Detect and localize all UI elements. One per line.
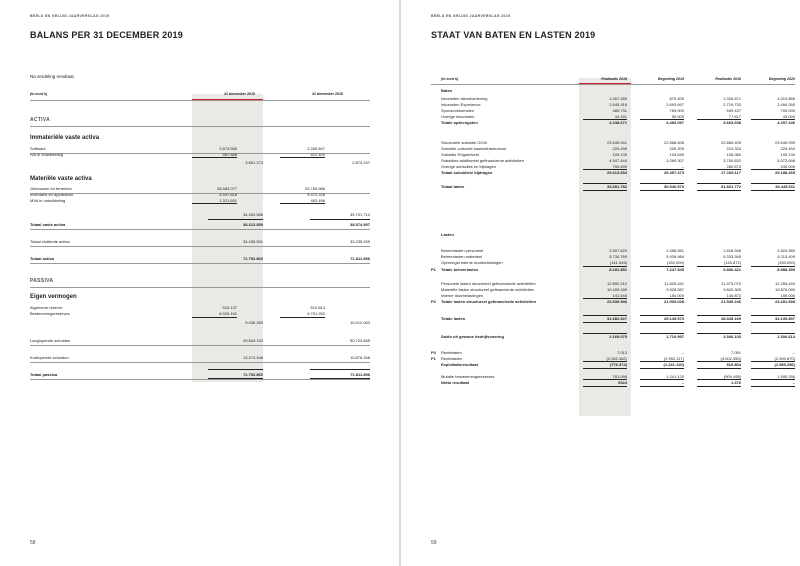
total-rule (310, 378, 370, 379)
row-value: 2.719.733 (723, 102, 741, 107)
row-label: Overige subsidies en bijdragen (441, 164, 496, 169)
subtotal-rule (280, 157, 325, 158)
row-label: Exploitatieresultaat (441, 362, 478, 367)
row-label: Lasten (441, 232, 454, 237)
row-value: 1.595.256 (777, 374, 795, 379)
row-value: 1.710.997 (666, 334, 684, 339)
row-label: Materiële lasten structureel gefinancierde activiteiten (441, 287, 535, 292)
page-title: STAAT VAN BATEN EN LASTEN 2019 (431, 30, 596, 40)
row-value: 870.400 (669, 96, 684, 101)
row-value: 8.588.359 (777, 267, 795, 272)
value-2018: 71.811.896 (350, 256, 370, 261)
row-value: 282.673 (726, 164, 741, 169)
row-label: Overige inkomsten (441, 114, 475, 119)
row-value: – (681, 380, 684, 385)
row-label: Inkomsten dienstverlening (441, 96, 488, 101)
row-value: 5.734.769 (609, 254, 627, 259)
row-value: 10.499.189 (606, 287, 627, 292)
row-value: 214.324 (726, 146, 741, 151)
value-2019: 38.313.859 (242, 222, 263, 227)
total-rule (583, 333, 627, 334)
total-rule (640, 379, 684, 380)
row-label: Totaal passiva (30, 372, 58, 377)
row-value: 11.825.441 (664, 281, 684, 286)
total-rule (640, 386, 684, 387)
row-value: 5.333.345 (723, 254, 741, 259)
row-value: (2.952.117) (663, 356, 684, 361)
row-value: 32.139.897 (774, 316, 795, 321)
total-rule (751, 333, 795, 334)
total-rule (697, 169, 741, 170)
total-rule (640, 266, 684, 267)
row-value: 29.613.654 (606, 170, 627, 175)
divider (431, 84, 795, 85)
row-value: 4.663.658 (723, 120, 741, 125)
total-rule (697, 386, 741, 387)
row-value: 220.494 (780, 146, 795, 151)
value-2019-sub: 4.547.818 (219, 192, 237, 197)
row-value: 7.051 (730, 350, 741, 355)
row-value: 23.281.538 (774, 299, 795, 304)
row-label: Gebouwen en terreinen (30, 186, 72, 191)
value-2018: 10.212.063 (349, 320, 370, 325)
row-label: Totale lasten structureel gefinancierde activiteiten (441, 299, 537, 304)
row-value: (776.374) (609, 362, 627, 367)
row-value: 5.072.698 (777, 158, 795, 163)
divider (30, 263, 370, 264)
value-2018: 38.574.957 (349, 222, 370, 227)
total-rule (751, 368, 795, 369)
total-rule (583, 322, 627, 323)
subtitle: Na verdeling resultaat (30, 74, 74, 79)
row-value: 4.257.246 (777, 120, 795, 125)
row-value: 12.890.212 (606, 281, 627, 286)
row-value: 6.113.409 (777, 254, 795, 259)
divider (30, 345, 370, 346)
total-rule (697, 298, 741, 299)
value-2018-sub: 463.496 (310, 198, 325, 203)
value-2018-sub: 9.701.250 (307, 311, 325, 316)
group-ev: Eigen vermogen (30, 294, 77, 300)
value-2018: 2.873.247 (352, 160, 370, 165)
row-value: 33.445.511 (775, 184, 795, 189)
folio: 59 (431, 540, 437, 546)
row-value: 21.903.028 (663, 299, 684, 304)
row-value: 30.940.570 (663, 184, 684, 189)
value-2019-sub: 1.321.691 (219, 198, 237, 203)
row-value: 3.700.632 (723, 158, 741, 163)
value-2019-sub: 28.583.077 (216, 186, 237, 191)
row-label: Netto resultaat (441, 380, 470, 385)
value-2019: 49.843.153 (242, 338, 263, 343)
col-2018: 31 december 2018 (312, 92, 343, 96)
total-rule (751, 266, 795, 267)
value-2019: 3.861.273 (245, 160, 263, 165)
value-2018: 10.876.168 (349, 355, 370, 360)
row-value: 103.549 (669, 152, 684, 157)
row-value: 31.831.772 (720, 184, 741, 189)
col-real-2018: Realisatie 2018 (715, 77, 741, 81)
total-rule (208, 378, 263, 379)
group-immat: Immateriële vaste activa (30, 135, 100, 141)
row-value: 539.437 (726, 108, 741, 113)
row-value: 510.804 (726, 362, 741, 367)
total-rule (697, 368, 741, 369)
row-label: Subsidie culturele basisinfrastructuur (441, 146, 507, 151)
row-label: Rentebaten (441, 350, 462, 355)
row-label: Beheerlasten materieel (441, 254, 483, 259)
value-2019: 34.452.586 (242, 212, 263, 217)
total-rule (697, 190, 741, 191)
row-label: Totale beheerlasten (441, 267, 479, 272)
total-rule (583, 119, 627, 120)
divider (30, 287, 370, 288)
value-2018: 35.701.710 (349, 212, 370, 217)
total-rule (697, 315, 741, 316)
subtotal-rule (280, 203, 325, 204)
total-rule (583, 386, 627, 387)
value-2019: 34.439.001 (242, 239, 263, 244)
row-value: (1.595.256) (774, 362, 795, 367)
row-label: Langlopende schulden (30, 338, 71, 343)
row-value: 22.868.406 (663, 140, 684, 145)
row-value: 33.851.782 (606, 184, 627, 189)
row-value: 2.494.390 (777, 102, 795, 107)
row-code: P1 (431, 267, 436, 272)
row-code: P2 (431, 299, 436, 304)
total-rule (751, 322, 795, 323)
row-value: (1.241.120) (663, 362, 684, 367)
row-value: 1.376 (730, 380, 741, 385)
row-value: 8.181.851 (609, 267, 627, 272)
row-label: Rentelasten (441, 356, 463, 361)
row-value: 150.000 (669, 293, 684, 298)
value-2018: 33.235.939 (349, 239, 370, 244)
row-value: 12.255.449 (774, 281, 795, 286)
row-value: 23.545.941 (606, 140, 627, 145)
row-value: 43.000 (782, 114, 795, 119)
subtotal-rule (192, 157, 237, 158)
row-value: 10.876.090 (774, 287, 795, 292)
row-value: 6.806.421 (723, 267, 741, 272)
row-value: (145.872) (723, 260, 741, 265)
row-value: 4.947.444 (609, 158, 627, 163)
total-rule (751, 315, 795, 316)
row-label: Mutatie bestemmingsreserves (441, 374, 495, 379)
total-rule (751, 183, 795, 184)
row-label: Totale opbrengsten (441, 120, 478, 125)
row-label: Totaal activa (30, 256, 54, 261)
total-rule (208, 219, 263, 220)
row-value: 2.624.950 (777, 248, 795, 253)
total-rule (640, 368, 684, 369)
right-page (401, 0, 800, 566)
divider (30, 126, 370, 127)
row-label: Totaal vaste activa (30, 222, 66, 227)
row-label: Totale lasten (441, 316, 466, 321)
row-label: Personele lasten structureel gefinancierde activiteiten (441, 281, 536, 286)
row-value: 9.928.587 (666, 287, 684, 292)
total-rule (583, 183, 627, 184)
row-value: 50.000 (671, 114, 684, 119)
row-label: Inkomsten Experience (441, 102, 481, 107)
row-value: 5324 (618, 380, 627, 385)
value-2019-sub: 2.873.585 (219, 146, 237, 151)
group-mat: Materiële vaste activa (30, 176, 92, 182)
value-2018-sub: 5.472.228 (307, 192, 325, 197)
total-rule (583, 361, 627, 362)
row-label: Algemene reserve (30, 305, 63, 310)
running-head: BEELD EN GELUID JAARVERSLAG 2019 (431, 14, 511, 18)
row-value: 28.345.169 (720, 316, 741, 321)
col-real-2019: Realisatie 2019 (601, 77, 627, 81)
row-value: 23.530.946 (606, 299, 627, 304)
row-value: 106.080 (726, 152, 741, 157)
total-rule (310, 219, 370, 220)
total-rule (697, 361, 741, 362)
total-rule (640, 298, 684, 299)
row-label: Baten (441, 88, 453, 93)
row-value: 11.573.070 (721, 281, 741, 286)
row-label: Subsidie Erfgoedveld (441, 152, 479, 157)
row-value: 1.618.948 (723, 248, 741, 253)
row-value: 109.135 (612, 152, 627, 157)
value-2018: 50.723.665 (349, 338, 370, 343)
value-2018: 71.811.896 (350, 372, 370, 377)
row-label: Beheerlasten personeel (441, 248, 484, 253)
row-label: Sponsorinkomsten (441, 108, 475, 113)
page-title: BALANS PER 31 DECEMBER 2019 (30, 30, 183, 40)
total-rule (310, 369, 370, 370)
row-value: 23.545.939 (774, 140, 795, 145)
subtotal-rule (280, 317, 325, 318)
row-label: MVA in ontwikkeling (30, 198, 66, 203)
row-value: 7.247.545 (666, 267, 684, 272)
divider (30, 379, 370, 380)
row-value: 5.939.984 (666, 254, 684, 259)
row-label: Totaal subsidies/ bijdragen (441, 170, 493, 175)
total-rule (697, 183, 741, 184)
row-value: 44.151 (614, 114, 627, 119)
divider (30, 246, 370, 247)
total-rule (640, 119, 684, 120)
divider (30, 229, 370, 230)
value-2018-sub: 29.765.986 (304, 186, 325, 191)
row-value: 141.545 (612, 293, 627, 298)
running-head: BEELD EN GELUID JAARVERSLAG 2019 (30, 14, 110, 18)
total-rule (583, 266, 627, 267)
row-value: 1.306.614 (777, 334, 795, 339)
row-label: Software (30, 146, 46, 151)
total-rule (751, 361, 795, 362)
row-value: (141.545) (609, 260, 627, 265)
row-value: 1.241.120 (666, 374, 684, 379)
row-code: P1 (431, 356, 436, 361)
total-rule (583, 368, 627, 369)
value-2019: 72.752.860 (242, 372, 263, 377)
total-rule (697, 333, 741, 334)
value-2019: 9.436.289 (245, 320, 263, 325)
row-value: 1.458.561 (666, 248, 684, 253)
row-value: 109.134 (780, 152, 795, 157)
row-value: 769.000 (669, 108, 684, 113)
row-value: 480.731 (612, 108, 627, 113)
row-label: IVA in ontwikkeling (30, 152, 64, 157)
folio: 58 (30, 540, 36, 546)
total-rule (208, 369, 263, 370)
total-rule (640, 169, 684, 170)
row-value: 21.539.246 (720, 299, 741, 304)
total-rule (640, 361, 684, 362)
col-begr-2019: Begroting 2019 (658, 77, 684, 81)
total-rule (751, 386, 795, 387)
row-value: – (792, 380, 795, 385)
row-label: Kortlopende schulden (30, 355, 69, 360)
divider (30, 362, 370, 363)
total-rule (751, 298, 795, 299)
row-value: 3.269.307 (666, 158, 684, 163)
row-value: 7.013 (616, 350, 627, 355)
total-rule (697, 119, 741, 120)
row-value: (509.495) (723, 374, 741, 379)
row-value: 150.000 (780, 293, 795, 298)
total-rule (697, 266, 741, 267)
section-activa: ACTIVA (30, 117, 51, 123)
row-label: Subsidies additioneel gefinancierde activiteiten (441, 158, 524, 163)
section-passiva: PASSIVA (30, 278, 54, 284)
row-value: (2.952.462) (606, 356, 627, 361)
value-2019: 72.752.860 (242, 256, 263, 261)
row-value: 29.188.265 (774, 170, 795, 175)
total-rule (583, 169, 627, 170)
total-rule (751, 190, 795, 191)
row-label: Opbrengst interne doorbelastingen (441, 260, 503, 265)
value-2019-sub: 987.688 (222, 152, 237, 157)
value-2019-sub: 8.920.152 (219, 311, 237, 316)
left-page (0, 0, 399, 566)
row-value: 29.149.573 (663, 316, 684, 321)
total-rule (583, 190, 627, 191)
total-rule (751, 169, 795, 170)
total-rule (640, 315, 684, 316)
row-value: 3.506.103 (723, 334, 741, 339)
row-value: – (792, 350, 795, 355)
value-2019-sub: 516.137 (222, 305, 237, 310)
col-begr-2020: Begroting 2020 (769, 77, 795, 81)
row-label: Bestemmingsreserves (30, 311, 70, 316)
row-value: 26.457.473 (663, 170, 684, 175)
row-value: 240.000 (780, 164, 795, 169)
row-label: Structurele subsidie OCW (441, 140, 488, 145)
total-rule (640, 183, 684, 184)
unit-label: (in euro's) (441, 77, 459, 81)
row-value: 2.645.916 (609, 102, 627, 107)
row-value: 220.495 (612, 146, 627, 151)
row-value: 145.872 (726, 293, 741, 298)
row-value: 781.098 (612, 374, 627, 379)
unit-label: (in euro's) (30, 92, 48, 96)
row-code: P3 (431, 350, 436, 355)
divider (30, 100, 370, 101)
col-2019: 31 december 2019 (224, 92, 255, 96)
subtotal-rule (192, 317, 237, 318)
value-2018-sub: 2.260.847 (307, 146, 325, 151)
value-2019: 13.473.448 (242, 355, 263, 360)
total-rule (583, 379, 627, 380)
total-rule (583, 315, 627, 316)
row-value: 1.326.871 (723, 96, 741, 101)
row-value: 27.169.117 (721, 170, 741, 175)
total-rule (583, 298, 627, 299)
total-rule (640, 322, 684, 323)
row-value: 9.820.305 (723, 287, 741, 292)
row-value: 1.067.289 (609, 96, 627, 101)
row-label: Totaal baten (441, 184, 465, 189)
row-value: 2.693.697 (666, 102, 684, 107)
row-label: Interne doorbelastingen (441, 293, 484, 298)
row-value: 22.865.409 (720, 140, 741, 145)
total-rule (640, 333, 684, 334)
row-value: 2.597.629 (609, 248, 627, 253)
row-value: (2.900.870) (774, 356, 795, 361)
row-label: Totaal vlottende activa (30, 239, 70, 244)
row-value: (150.000) (777, 260, 795, 265)
row-label: Saldo uit gewone bedrijfsvoering (441, 334, 504, 339)
total-rule (751, 379, 795, 380)
total-rule (697, 322, 741, 323)
row-value: 4.483.097 (666, 120, 684, 125)
total-rule (751, 119, 795, 120)
row-value: 31.682.627 (606, 316, 627, 321)
row-value: 700.000 (780, 108, 795, 113)
row-value: 77.617 (728, 114, 741, 119)
row-value: (150.000) (666, 260, 684, 265)
value-2018-sub: 510.813 (310, 305, 325, 310)
row-value: – (681, 164, 684, 169)
total-rule (640, 190, 684, 191)
row-value: 1.019.856 (777, 96, 795, 101)
total-rule (697, 379, 741, 380)
row-value: 2.169.075 (609, 334, 627, 339)
row-label: Inventaris en apparatuur (30, 192, 74, 197)
row-value: – (681, 350, 684, 355)
row-value: 790.639 (612, 164, 627, 169)
row-value: 4.238.671 (609, 120, 627, 125)
subtotal-rule (192, 203, 237, 204)
row-value: (3.002.350) (720, 356, 741, 361)
value-2018-sub: 612.400 (310, 152, 325, 157)
row-value: 209.209 (669, 146, 684, 151)
